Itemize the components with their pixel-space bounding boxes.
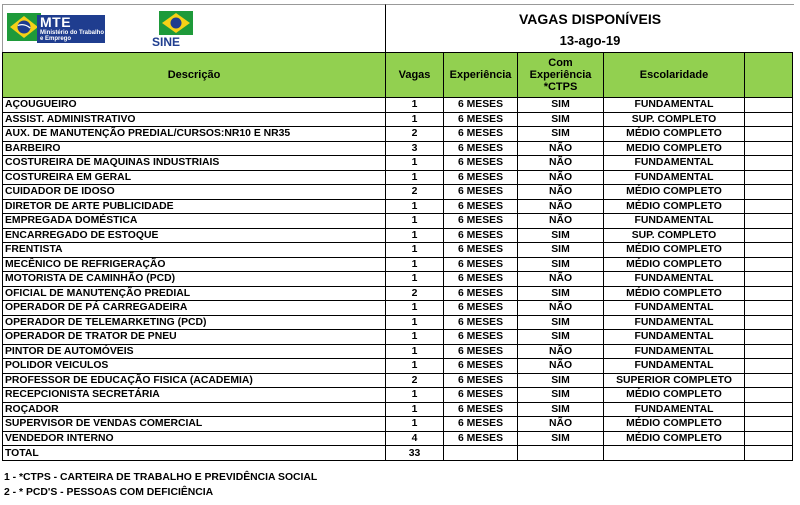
cell-extra bbox=[745, 243, 793, 258]
mte-logo-text: MTE bbox=[40, 14, 72, 30]
cell-escolaridade: MÉDIO COMPLETO bbox=[604, 431, 745, 446]
cell-ctps: NÃO bbox=[518, 344, 604, 359]
job-vacancies-table bbox=[2, 52, 793, 461]
column-header-vagas: Vagas bbox=[386, 53, 444, 98]
cell-descricao: COSTUREIRA EM GERAL bbox=[3, 170, 386, 185]
cell-descricao: AUX. DE MANUTENÇÃO PREDIAL/CURSOS:NR10 E NR35 bbox=[3, 127, 386, 142]
cell-vagas: 1 bbox=[386, 344, 444, 359]
cell-escolaridade: FUNDAMENTAL bbox=[604, 315, 745, 330]
cell-descricao: RECEPCIONISTA SECRETÁRIA bbox=[3, 388, 386, 403]
cell-descricao: BARBEIRO bbox=[3, 141, 386, 156]
cell-descricao: MOTORISTA DE CAMINHÃO (PCD) bbox=[3, 272, 386, 287]
cell-vagas: 1 bbox=[386, 112, 444, 127]
cell-extra bbox=[745, 98, 793, 113]
cell-experiencia: 6 MESES bbox=[444, 257, 518, 272]
cell-extra bbox=[745, 141, 793, 156]
cell-ctps: NÃO bbox=[518, 417, 604, 432]
table-row bbox=[3, 127, 793, 142]
cell-escolaridade: MÉDIO COMPLETO bbox=[604, 286, 745, 301]
cell-ctps: NÃO bbox=[518, 156, 604, 171]
cell-experiencia: 6 MESES bbox=[444, 199, 518, 214]
cell-experiencia: 6 MESES bbox=[444, 228, 518, 243]
cell-experiencia: 6 MESES bbox=[444, 170, 518, 185]
table-row bbox=[3, 170, 793, 185]
cell-descricao: COSTUREIRA DE MAQUINAS INDUSTRIAIS bbox=[3, 156, 386, 171]
cell-vagas: 2 bbox=[386, 127, 444, 142]
cell-escolaridade: MÉDIO COMPLETO bbox=[604, 127, 745, 142]
cell-descricao: POLIDOR VEICULOS bbox=[3, 359, 386, 374]
cell-extra bbox=[745, 156, 793, 171]
cell-vagas: 1 bbox=[386, 156, 444, 171]
cell-vagas: 1 bbox=[386, 257, 444, 272]
cell-descricao: VENDEDOR INTERNO bbox=[3, 431, 386, 446]
cell-vagas: 4 bbox=[386, 431, 444, 446]
cell-extra bbox=[745, 170, 793, 185]
cell-descricao: ROÇADOR bbox=[3, 402, 386, 417]
brazil-flag-icon bbox=[7, 9, 41, 45]
cell-vagas: 1 bbox=[386, 243, 444, 258]
column-header-descricao: Descrição bbox=[3, 53, 386, 98]
cell-ctps: NÃO bbox=[518, 214, 604, 229]
cell-vagas: 1 bbox=[386, 315, 444, 330]
total-row bbox=[3, 446, 793, 461]
cell-vagas: 1 bbox=[386, 98, 444, 113]
cell-extra bbox=[745, 431, 793, 446]
table-row bbox=[3, 402, 793, 417]
cell-extra bbox=[745, 359, 793, 374]
cell-escolaridade: SUP. COMPLETO bbox=[604, 228, 745, 243]
cell-vagas: 1 bbox=[386, 402, 444, 417]
cell-escolaridade: MEDIO COMPLETO bbox=[604, 141, 745, 156]
cell-extra bbox=[745, 330, 793, 345]
total-value: 33 bbox=[386, 446, 444, 461]
cell-ctps: SIM bbox=[518, 243, 604, 258]
cell-descricao: PROFESSOR DE EDUCAÇÃO FISICA (ACADEMIA) bbox=[3, 373, 386, 388]
table-body bbox=[3, 98, 793, 446]
table-row bbox=[3, 431, 793, 446]
total-empty-cell bbox=[444, 446, 518, 461]
table-row bbox=[3, 214, 793, 229]
cell-descricao: CUIDADOR DE IDOSO bbox=[3, 185, 386, 200]
cell-escolaridade: FUNDAMENTAL bbox=[604, 402, 745, 417]
cell-ctps: NÃO bbox=[518, 141, 604, 156]
cell-experiencia: 6 MESES bbox=[444, 315, 518, 330]
cell-vagas: 1 bbox=[386, 301, 444, 316]
cell-experiencia: 6 MESES bbox=[444, 388, 518, 403]
table-row bbox=[3, 344, 793, 359]
table-row bbox=[3, 112, 793, 127]
table-row bbox=[3, 257, 793, 272]
table-row bbox=[3, 185, 793, 200]
cell-escolaridade: MÉDIO COMPLETO bbox=[604, 243, 745, 258]
cell-vagas: 2 bbox=[386, 286, 444, 301]
cell-escolaridade: FUNDAMENTAL bbox=[604, 98, 745, 113]
cell-experiencia: 6 MESES bbox=[444, 185, 518, 200]
cell-ctps: SIM bbox=[518, 431, 604, 446]
cell-extra bbox=[745, 199, 793, 214]
cell-descricao: OPERADOR DE TRATOR DE PNEU bbox=[3, 330, 386, 345]
cell-vagas: 1 bbox=[386, 214, 444, 229]
cell-extra bbox=[745, 127, 793, 142]
cell-extra bbox=[745, 402, 793, 417]
total-empty-cell bbox=[604, 446, 745, 461]
cell-extra bbox=[745, 272, 793, 287]
cell-escolaridade: MÉDIO COMPLETO bbox=[604, 199, 745, 214]
cell-extra bbox=[745, 214, 793, 229]
cell-descricao: EMPREGADA DOMÉSTICA bbox=[3, 214, 386, 229]
cell-ctps: NÃO bbox=[518, 272, 604, 287]
cell-experiencia: 6 MESES bbox=[444, 417, 518, 432]
cell-vagas: 1 bbox=[386, 272, 444, 287]
cell-vagas: 3 bbox=[386, 141, 444, 156]
table-row bbox=[3, 373, 793, 388]
cell-experiencia: 6 MESES bbox=[444, 330, 518, 345]
cell-escolaridade: FUNDAMENTAL bbox=[604, 214, 745, 229]
cell-escolaridade: FUNDAMENTAL bbox=[604, 170, 745, 185]
cell-escolaridade: SUP. COMPLETO bbox=[604, 112, 745, 127]
logo-area bbox=[2, 4, 385, 52]
page-title: VAGAS DISPONÍVEIS bbox=[518, 11, 662, 27]
cell-escolaridade: MÉDIO COMPLETO bbox=[604, 417, 745, 432]
cell-escolaridade: FUNDAMENTAL bbox=[604, 359, 745, 374]
cell-vagas: 2 bbox=[386, 373, 444, 388]
cell-experiencia: 6 MESES bbox=[444, 272, 518, 287]
table-row bbox=[3, 417, 793, 432]
cell-experiencia: 6 MESES bbox=[444, 214, 518, 229]
cell-vagas: 1 bbox=[386, 228, 444, 243]
footnote-ctps: 1 - *CTPS - CARTEIRA DE TRABALHO E PREVIDÊNCIA SOCIAL bbox=[4, 472, 318, 483]
cell-experiencia: 6 MESES bbox=[444, 301, 518, 316]
cell-descricao: ENCARREGADO DE ESTOQUE bbox=[3, 228, 386, 243]
title-area bbox=[385, 4, 794, 52]
column-header-com-experiencia: Com Experiência *CTPS bbox=[518, 53, 604, 98]
cell-descricao: PINTOR DE AUTOMÓVEIS bbox=[3, 344, 386, 359]
cell-ctps: SIM bbox=[518, 388, 604, 403]
cell-descricao: OFICIAL DE MANUTENÇÃO PREDIAL bbox=[3, 286, 386, 301]
cell-vagas: 1 bbox=[386, 330, 444, 345]
cell-extra bbox=[745, 257, 793, 272]
cell-extra bbox=[745, 228, 793, 243]
cell-descricao: SUPERVISOR DE VENDAS COMERCIAL bbox=[3, 417, 386, 432]
cell-experiencia: 6 MESES bbox=[444, 243, 518, 258]
cell-escolaridade: FUNDAMENTAL bbox=[604, 344, 745, 359]
cell-extra bbox=[745, 373, 793, 388]
cell-experiencia: 6 MESES bbox=[444, 431, 518, 446]
cell-ctps: NÃO bbox=[518, 359, 604, 374]
cell-escolaridade: FUNDAMENTAL bbox=[604, 330, 745, 345]
cell-ctps: SIM bbox=[518, 228, 604, 243]
cell-experiencia: 6 MESES bbox=[444, 127, 518, 142]
column-header-extra bbox=[745, 53, 793, 98]
cell-descricao: FRENTISTA bbox=[3, 243, 386, 258]
cell-vagas: 1 bbox=[386, 199, 444, 214]
document-header bbox=[2, 4, 792, 52]
table-row bbox=[3, 359, 793, 374]
table-row bbox=[3, 156, 793, 171]
cell-extra bbox=[745, 315, 793, 330]
table-row bbox=[3, 243, 793, 258]
cell-experiencia: 6 MESES bbox=[444, 344, 518, 359]
cell-descricao: DIRETOR DE ARTE PUBLICIDADE bbox=[3, 199, 386, 214]
column-header-experiencia: Experiência bbox=[444, 53, 518, 98]
cell-vagas: 1 bbox=[386, 417, 444, 432]
document-date: 13-ago-19 bbox=[559, 33, 621, 48]
table-row bbox=[3, 199, 793, 214]
cell-ctps: SIM bbox=[518, 330, 604, 345]
table-row bbox=[3, 330, 793, 345]
cell-extra bbox=[745, 388, 793, 403]
table-row bbox=[3, 98, 793, 113]
table-header-row bbox=[3, 53, 793, 98]
cell-vagas: 1 bbox=[386, 388, 444, 403]
table-row bbox=[3, 228, 793, 243]
cell-experiencia: 6 MESES bbox=[444, 141, 518, 156]
cell-ctps: SIM bbox=[518, 112, 604, 127]
total-empty-cell bbox=[745, 446, 793, 461]
sine-logo-text: SINE bbox=[152, 35, 181, 49]
cell-vagas: 1 bbox=[386, 359, 444, 374]
table-row bbox=[3, 286, 793, 301]
cell-descricao: OPERADOR DE TELEMARKETING (PCD) bbox=[3, 315, 386, 330]
total-label: TOTAL bbox=[3, 446, 386, 461]
footnotes bbox=[4, 470, 317, 500]
cell-escolaridade: MÉDIO COMPLETO bbox=[604, 257, 745, 272]
table-row bbox=[3, 141, 793, 156]
table-row bbox=[3, 315, 793, 330]
brazil-flag-icon bbox=[159, 11, 193, 35]
cell-ctps: NÃO bbox=[518, 301, 604, 316]
cell-escolaridade: FUNDAMENTAL bbox=[604, 156, 745, 171]
cell-ctps: NÃO bbox=[518, 170, 604, 185]
column-header-escolaridade: Escolaridade bbox=[604, 53, 745, 98]
cell-experiencia: 6 MESES bbox=[444, 98, 518, 113]
cell-experiencia: 6 MESES bbox=[444, 402, 518, 417]
cell-descricao: MECÊNICO DE REFRIGERAÇÃO bbox=[3, 257, 386, 272]
cell-ctps: SIM bbox=[518, 98, 604, 113]
cell-extra bbox=[745, 286, 793, 301]
cell-escolaridade: FUNDAMENTAL bbox=[604, 272, 745, 287]
cell-ctps: SIM bbox=[518, 286, 604, 301]
footnote-pcd: 2 - * PCD'S - PESSOAS COM DEFICIÊNCIA bbox=[4, 487, 214, 498]
table-row bbox=[3, 388, 793, 403]
mte-logo bbox=[7, 9, 107, 45]
cell-descricao: OPERADOR DE PÁ CARREGADEIRA bbox=[3, 301, 386, 316]
cell-escolaridade: MÉDIO COMPLETO bbox=[604, 388, 745, 403]
cell-descricao: AÇOUGUEIRO bbox=[3, 98, 386, 113]
cell-ctps: SIM bbox=[518, 373, 604, 388]
cell-extra bbox=[745, 301, 793, 316]
cell-experiencia: 6 MESES bbox=[444, 373, 518, 388]
cell-experiencia: 6 MESES bbox=[444, 359, 518, 374]
table-row bbox=[3, 272, 793, 287]
table-row bbox=[3, 301, 793, 316]
cell-experiencia: 6 MESES bbox=[444, 156, 518, 171]
cell-ctps: SIM bbox=[518, 315, 604, 330]
cell-escolaridade: MÉDIO COMPLETO bbox=[604, 185, 745, 200]
cell-ctps: NÃO bbox=[518, 199, 604, 214]
cell-escolaridade: SUPERIOR COMPLETO bbox=[604, 373, 745, 388]
cell-extra bbox=[745, 185, 793, 200]
cell-extra bbox=[745, 344, 793, 359]
cell-ctps: NÃO bbox=[518, 185, 604, 200]
cell-experiencia: 6 MESES bbox=[444, 286, 518, 301]
cell-vagas: 2 bbox=[386, 185, 444, 200]
cell-descricao: ASSIST. ADMINISTRATIVO bbox=[3, 112, 386, 127]
cell-experiencia: 6 MESES bbox=[444, 112, 518, 127]
cell-vagas: 1 bbox=[386, 170, 444, 185]
mte-logo-subtext: Ministério do Trabalho e Emprego bbox=[40, 30, 105, 42]
cell-extra bbox=[745, 112, 793, 127]
cell-ctps: SIM bbox=[518, 127, 604, 142]
cell-ctps: SIM bbox=[518, 257, 604, 272]
cell-ctps: SIM bbox=[518, 402, 604, 417]
cell-extra bbox=[745, 417, 793, 432]
total-empty-cell bbox=[518, 446, 604, 461]
cell-escolaridade: FUNDAMENTAL bbox=[604, 301, 745, 316]
